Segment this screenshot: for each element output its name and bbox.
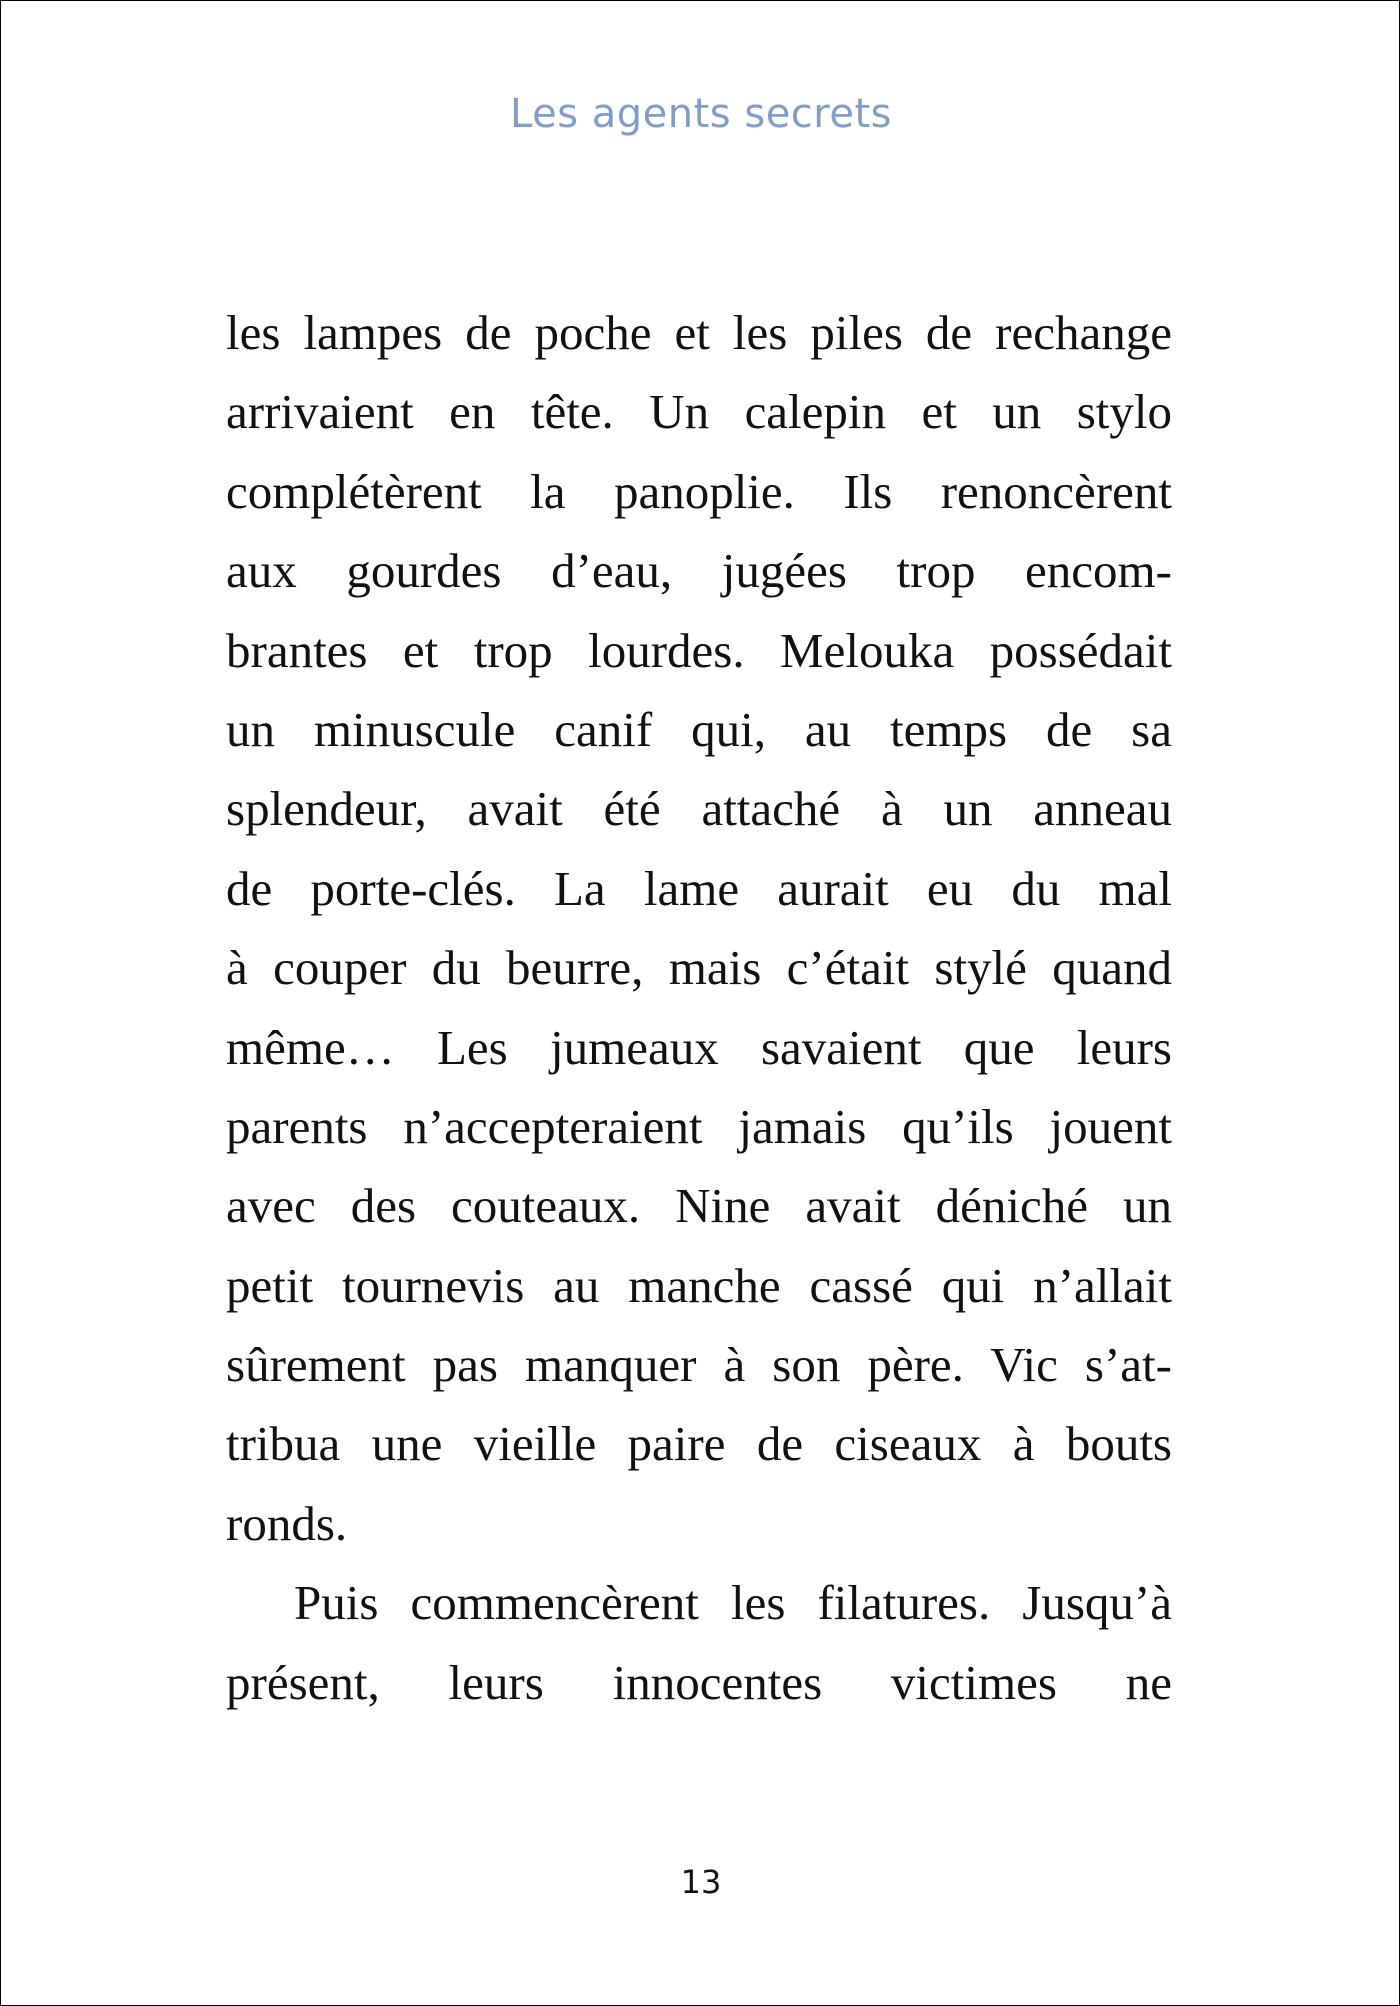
text-line: petit tournevis au manche cassé qui n’allait bbox=[226, 1257, 1172, 1313]
text-line: aux gourdes d’eau, jugées trop encom- bbox=[226, 543, 1172, 599]
paragraph-start-line: Puis commencèrent les filatures. Jusqu’à bbox=[294, 1575, 1172, 1631]
text-line: même… Les jumeaux savaient que leurs bbox=[226, 1019, 1172, 1075]
text-line: splendeur, avait été attaché à un anneau bbox=[226, 781, 1172, 837]
body-text bbox=[226, 293, 1172, 1722]
text-line: les lampes de poche et les piles de rechange bbox=[226, 305, 1172, 360]
running-title: Les agents secrets bbox=[510, 91, 892, 137]
text-line: complétèrent la panoplie. Ils renoncèrent bbox=[226, 463, 1172, 519]
paragraph-end-line: ronds. bbox=[226, 1495, 348, 1551]
text-line: présent, leurs innocentes victimes ne bbox=[226, 1654, 1172, 1710]
text-line: sûrement pas manquer à son père. Vic s’at- bbox=[226, 1337, 1172, 1393]
text-line: un minuscule canif qui, au temps de sa bbox=[226, 701, 1172, 757]
page-number: 13 bbox=[680, 1863, 722, 1901]
text-line: tribua une vieille paire de ciseaux à bouts bbox=[226, 1416, 1172, 1472]
text-line: brantes et trop lourdes. Melouka possédait bbox=[226, 622, 1172, 678]
text-line: à couper du beurre, mais c’était stylé quand bbox=[226, 940, 1172, 996]
text-line: de porte-clés. La lame aurait eu du mal bbox=[226, 860, 1172, 916]
text-line: avec des couteaux. Nine avait déniché un bbox=[226, 1178, 1172, 1234]
text-line: arrivaient en tête. Un calepin et un stylo bbox=[226, 384, 1172, 440]
text-line: parents n’accepteraient jamais qu’ils jouent bbox=[226, 1098, 1172, 1154]
